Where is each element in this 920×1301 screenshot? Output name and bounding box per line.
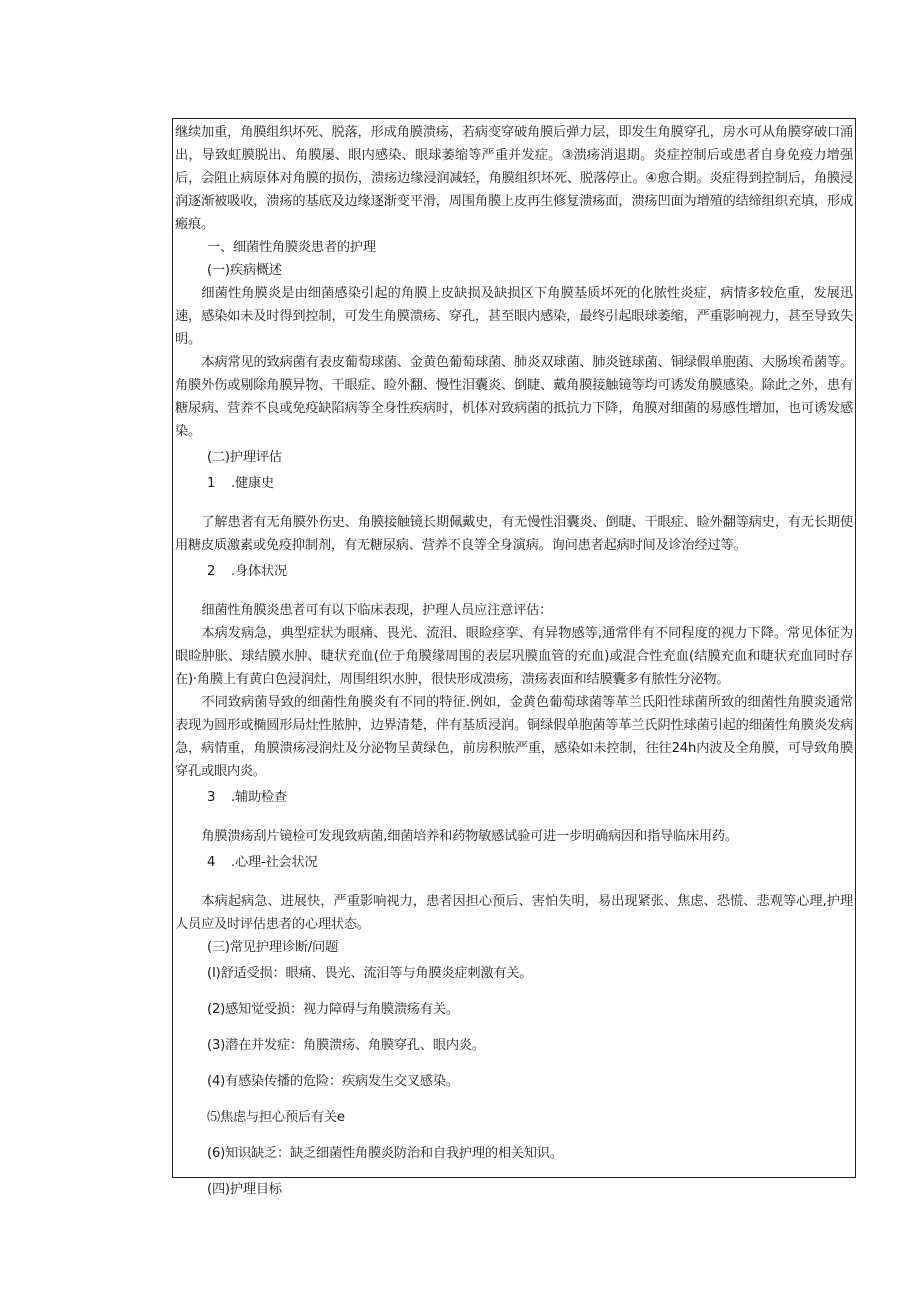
document-frame bbox=[172, 118, 856, 1197]
paragraph-history: 了解患者有无角膜外伤史、角膜接触镜长期佩戴史，有无慢性泪囊炎、倒睫、干眼症、睑外翻等病史，有无长期使用糖皮质激素或免疫抑制剂，有无糖尿病、营养不良等全身演病。询问患者起病时间及诊治经过等。 bbox=[175, 515, 853, 553]
heading-text: .辅助检查 bbox=[231, 790, 287, 805]
paragraph-pathogens: 本病常见的致病菌有表皮葡萄球菌、金黄色葡萄球菌、肺炎双球菌、肺炎链球菌、铜绿假单胞菌、大肠埃希菌等。角膜外伤或剔除角膜异物、干眼症、睑外翻、慢性泪囊炎、倒睫、戴角膜接触镜等均可诱发角膜感染。除此之外，患有糖尿病、营养不良或免疫缺陷病等全身性疾病时，机体对致病菌的抵抗力下降，角膜对细菌的易感性增加，也可诱发感染。 bbox=[175, 355, 853, 439]
paragraph-symptoms-intro: 细菌性角膜炎患者可有以下临床表现，护理人员应注意评估： bbox=[201, 603, 553, 618]
diagnosis-item: (6)知识缺乏：缺乏细菌性角膜炎防治和自我护理的相关知识。 bbox=[207, 1146, 563, 1161]
diagnosis-item: (4)有感染传播的危险：疾病发生交叉感染。 bbox=[207, 1074, 459, 1089]
numbered-heading bbox=[175, 786, 853, 809]
numbered-heading bbox=[175, 851, 853, 874]
numbered-heading bbox=[175, 472, 853, 495]
heading-text: .心理-社会状况 bbox=[231, 855, 318, 870]
heading-text: .身体状况 bbox=[231, 564, 287, 579]
paragraph-exam: 角膜溃疡刮片镜检可发现致病菌,细菌培养和药物敏感试验可进一步明确病因和指导临床用药。 bbox=[201, 829, 738, 844]
paragraph-pathogen-features: 不同致病菌导致的细菌性角膜炎有不同的特征.例如，金黄色葡萄球菌等革兰氏阳性球菌所致的细菌性角膜炎通常表现为圆形或椭圆形局灶性脓肿，边界清楚，伴有基质浸润。铜绿假单胞菌等革兰氏阴性球菌引起的细菌性角膜炎发病急，病情重，角膜溃疡浸润灶及分泌物呈黄绿色，前房积脓严重，感染如未控制，往往24h内波及全角膜，可导致角膜穿孔或眼内炎。 bbox=[175, 695, 853, 779]
section-heading: 一、细菌性角膜炎患者的护理 bbox=[207, 240, 376, 255]
heading-number: 2 bbox=[207, 564, 216, 579]
paragraph-psychology: 本病起病急、进展快，严重影响视力，患者因担心预后、害怕失明，易出现紧张、焦虑、恐慌、悲观等心理,护理人员应及时评估患者的心理状态。 bbox=[175, 894, 853, 932]
heading-number: 1 bbox=[207, 476, 216, 491]
subsection-heading: (二)护理评估 bbox=[207, 450, 282, 465]
subsection-heading: (三)常见护理诊断/问题 bbox=[207, 940, 339, 955]
diagnosis-item: ⑸焦虑与担心预后有关e bbox=[207, 1110, 345, 1125]
diagnosis-item: (I)舒适受损：眼痛、畏光、流泪等与角膜炎症刺激有关。 bbox=[207, 966, 533, 981]
paragraph-disease-stages: 继续加重，角膜组织坏死、脱落，形成角膜溃疡，若病变穿破角膜后弹力层，即发生角膜穿孔，房水可从角膜穿破口涌出，导致虹膜脱出、角膜屡、眼内感染、眼球萎缩等严重并发症。③溃疡消退期。炎症控制后或患者自身免疫力增强后，会阻止病原体对角膜的损伤，溃疡边缘浸润减轻，角膜组织坏死、脱落停止。④愈合期。炎症得到控制后，角膜浸润逐渐被吸收，溃疡的基底及边缘逐渐变平滑，周围角膜上皮再生修复溃疡面，溃疡凹面为增殖的结缔组织充填，形成瘢痕。 bbox=[175, 125, 853, 232]
diagnosis-item: (3)潜在并发症：角膜溃疡、角膜穿孔、眼内炎。 bbox=[207, 1038, 485, 1053]
paragraph-overview: 细菌性角膜炎是由细菌感染引起的角膜上皮缺损及缺损区下角膜基质坏死的化脓性炎症，病情多较危重，发展迅速，感染如未及时得到控制，可发生角膜溃疡、穿孔，甚至眼内感染，最终引起眼球萎缩，严重影响视力，甚至导致失明。 bbox=[175, 286, 853, 347]
subsection-heading: (一)疾病概述 bbox=[207, 263, 282, 278]
subsection-heading: (四)护理目标 bbox=[207, 1182, 282, 1197]
heading-text: .健康史 bbox=[231, 476, 274, 491]
heading-number: 3 bbox=[207, 790, 216, 805]
paragraph-symptoms: 本病发病急，典型症状为眼痛、畏光、流泪、眼睑痉挛、有异物感等,通常伴有不同程度的视力下降。常见体征为眼睑肿胀、球结膜水肿、睫状充血(位于角膜缘周围的表层巩膜血管的充血)或混合性充血(结膜充血和睫状充血同时存在)·角膜上有黄白色浸润灶，周围组织水肿，很快形成溃疡，溃疡表面和结膜囊多有脓性分泌物。 bbox=[175, 626, 853, 687]
diagnosis-item: (2)感知觉受损：视力障碍与角膜溃疡有关。 bbox=[207, 1002, 459, 1017]
document-body bbox=[175, 121, 853, 1201]
numbered-heading bbox=[175, 560, 853, 583]
heading-number: 4 bbox=[207, 855, 216, 870]
